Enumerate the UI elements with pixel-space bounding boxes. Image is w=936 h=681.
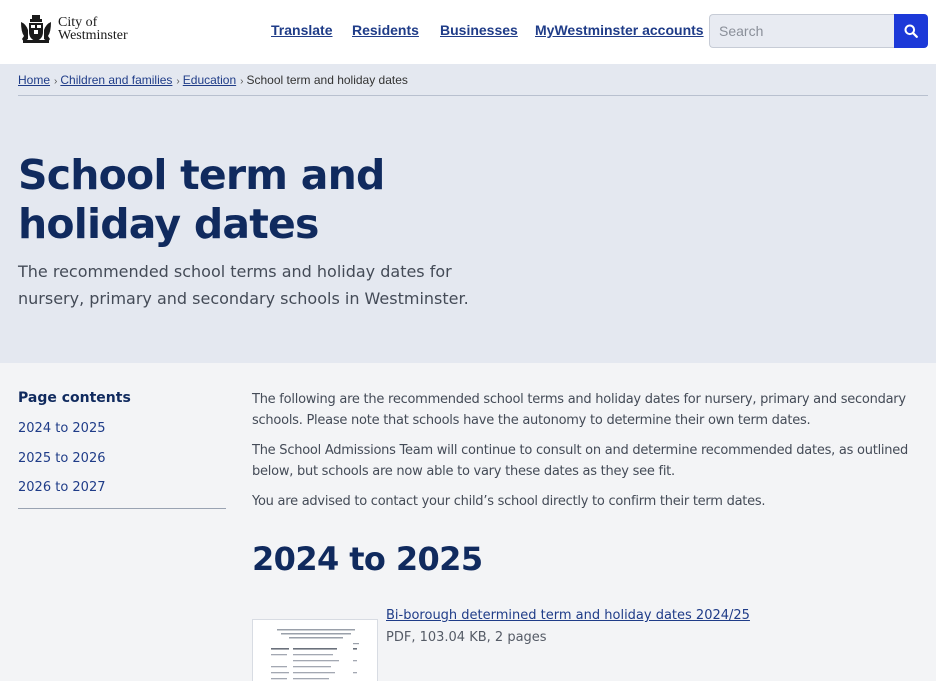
pdf-preview-icon — [253, 620, 378, 681]
page-title: School term and holiday dates — [18, 151, 385, 248]
contact-school-paragraph: You are advised to contact your child’s school directly to confirm their term dates. — [252, 494, 766, 509]
page-contents-divider — [18, 508, 226, 509]
breadcrumb-current: School term and holiday dates — [246, 73, 408, 87]
document-download-link[interactable]: Bi-borough determined term and holiday dates 2024/25 — [386, 608, 750, 623]
nav-mywestminster-accounts[interactable]: MyWestminster accounts — [535, 22, 704, 38]
breadcrumb-children-and-families[interactable]: Children and families — [60, 73, 173, 87]
document-meta: PDF, 103.04 KB, 2 pages — [386, 630, 547, 645]
site-header — [0, 0, 936, 64]
breadcrumb-education[interactable]: Education — [182, 73, 237, 87]
page-contents-link-2026-2027[interactable]: 2026 to 2027 — [18, 480, 106, 495]
breadcrumb-separator-icon: › — [240, 76, 244, 87]
logo-line-1: City of — [58, 15, 98, 30]
nav-translate[interactable]: Translate — [271, 22, 333, 38]
page-contents-heading: Page contents — [18, 390, 131, 406]
page-contents-link-2025-2026[interactable]: 2025 to 2026 — [18, 451, 106, 466]
search-button[interactable] — [894, 14, 928, 48]
page-subtitle: The recommended school terms and holiday dates for nursery, primary and secondary schools in Westminster. — [18, 262, 469, 308]
hero-banner — [0, 64, 936, 363]
crest-icon — [19, 14, 53, 44]
breadcrumb-divider — [18, 95, 928, 96]
search-box — [709, 14, 896, 48]
westminster-logo[interactable] — [19, 14, 128, 44]
document-thumbnail[interactable] — [252, 619, 378, 681]
breadcrumb-home[interactable]: Home — [18, 73, 51, 87]
nav-residents[interactable]: Residents — [352, 22, 419, 38]
logo-line-2: Westminster — [58, 28, 128, 43]
consultation-paragraph: The School Admissions Team will continue to consult on and determine recommended dates, as outlined below, but schools are now able to vary these dates as they see fit. — [252, 443, 909, 479]
nav-businesses[interactable]: Businesses — [440, 22, 518, 38]
section-heading-2024-2025: 2024 to 2025 — [252, 540, 483, 578]
page-contents-link-2024-2025[interactable]: 2024 to 2025 — [18, 421, 106, 436]
breadcrumb — [18, 73, 408, 87]
search-input[interactable] — [710, 15, 896, 47]
search-icon — [904, 24, 918, 38]
intro-paragraph: The following are the recommended school terms and holiday dates for nursery, primary and secondary schools. Please note that schools have the autonomy to determine their own term dates. — [252, 392, 906, 428]
logo-text — [58, 16, 128, 42]
breadcrumb-separator-icon: › — [54, 76, 58, 87]
breadcrumb-separator-icon: › — [176, 76, 180, 87]
